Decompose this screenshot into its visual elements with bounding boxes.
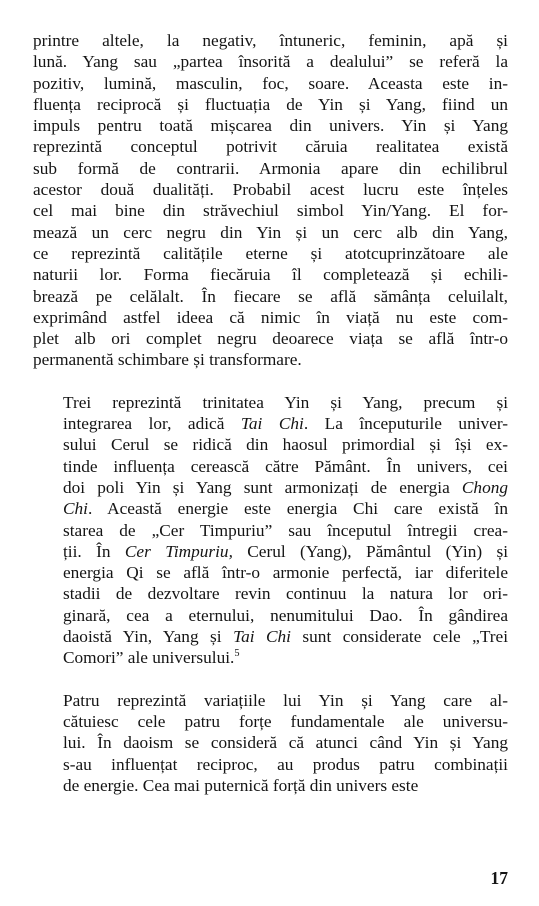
text-line	[33, 775, 508, 796]
page-number: 17	[490, 868, 508, 888]
text-run: starea de „Cer Timpuriu” sau începutul întregii crea-	[63, 520, 508, 540]
italic-term: Tai Chi	[233, 627, 291, 647]
text-line	[33, 392, 508, 413]
text-run: fluența reciprocă și fluctuația de Yin și Yang, fiind un	[33, 94, 508, 114]
text-run: doi poli Yin și Yang sunt armonizați de energia	[63, 477, 462, 497]
text-run: Comori” ale universului.	[63, 648, 235, 668]
text-line	[33, 222, 508, 243]
text-run: stadii de dezvoltare revin continuu la natura lor ori-	[63, 584, 508, 604]
text-line	[33, 477, 508, 498]
text-run: Trei reprezintă trinitatea Yin și Yang, precum și	[63, 392, 508, 412]
paragraph-3	[33, 690, 508, 796]
text-line	[33, 73, 508, 94]
text-line	[33, 307, 508, 328]
text-line	[33, 51, 508, 72]
text-line	[33, 264, 508, 285]
text-run: . Această energie este energia Chi care există în	[87, 499, 508, 519]
text-line	[33, 498, 508, 519]
text-run: lui. În daoism se consideră că atunci când Yin și Yang	[63, 733, 508, 753]
text-run: lună. Yang sau „partea însorită a dealului” se referă la	[33, 52, 508, 72]
text-line	[33, 115, 508, 136]
text-line	[33, 413, 508, 434]
text-line	[33, 583, 508, 604]
italic-term: Chi	[63, 499, 88, 519]
text-line	[33, 200, 508, 221]
text-run: printre altele, la negativ, întuneric, feminin, apă și	[33, 31, 508, 50]
text-run: plet alb ori complet negru deoarece viața se află într-o	[33, 329, 508, 349]
text-line	[33, 349, 508, 370]
text-run: naturii lor. Forma fiecăruia îl completează și echili-	[33, 265, 508, 285]
text-line	[33, 626, 508, 647]
text-run: mează un cerc negru din Yin și un cerc alb din Yang,	[33, 222, 508, 242]
text-run: daoistă Yin, Yang și	[63, 627, 234, 647]
text-run: acestor două dualități. Probabil acest lucru este înțeles	[33, 180, 508, 200]
text-run: sunt considerate cele „Trei	[290, 627, 508, 647]
text-run: s-au influențat reciproc, au produs patru combinații	[63, 754, 508, 774]
text-line	[33, 328, 508, 349]
text-line	[33, 30, 508, 51]
text-line	[33, 456, 508, 477]
text-run: ții. În	[63, 541, 125, 561]
text-run: cătuiesc cele patru forțe fundamentale ale universu-	[63, 711, 508, 731]
text-run: ce reprezintă calitățile eterne și atotcuprinzătoare ale	[33, 243, 508, 263]
text-line	[33, 520, 508, 541]
text-line	[33, 562, 508, 583]
text-run: de energie. Cea mai puternică forță din univers este	[63, 775, 419, 795]
paragraph-1	[33, 30, 508, 371]
text-line	[33, 158, 508, 179]
text-run: reprezintă conceptul potrivit căruia realitatea există	[33, 137, 508, 157]
text-line	[33, 434, 508, 455]
text-run: tinde influența cerească către Pământ. În univers, cei	[63, 456, 508, 476]
text-run: Patru reprezintă variațiile lui Yin și Yang care al-	[63, 690, 508, 710]
paragraph-2	[33, 392, 508, 669]
text-line	[33, 711, 508, 732]
text-run: brează pe celălalt. În fiecare se află sămânța celuilalt,	[33, 286, 508, 306]
italic-term: Chong	[461, 477, 508, 497]
italic-term: Cer Timpuriu,	[124, 541, 233, 561]
text-line	[33, 605, 508, 626]
text-run: sului Cerul se ridică din haosul primordial și își ex-	[63, 435, 508, 455]
text-line	[33, 94, 508, 115]
text-run: exprimând astfel ideea că nimic în viață nu este com-	[33, 307, 508, 327]
text-line	[33, 286, 508, 307]
text-run: . La începuturile univer-	[303, 414, 508, 434]
text-run: energia Qi se află într-o armonie perfectă, iar diferitele	[63, 563, 508, 583]
text-run: cel mai bine din străvechiul simbol Yin/Yang. El for-	[33, 201, 508, 221]
text-run: impuls pentru toată mișcarea din univers. Yin și Yang	[33, 116, 508, 136]
text-line	[33, 136, 508, 157]
text-line	[33, 243, 508, 264]
body-text	[33, 30, 508, 796]
italic-term: Tai Chi	[240, 414, 304, 434]
text-run: integrarea lor, adică	[63, 414, 241, 434]
text-run: permanentă schimbare și transformare.	[33, 350, 302, 370]
text-line	[33, 179, 508, 200]
footnote-ref: 5	[234, 648, 240, 660]
text-line	[33, 647, 508, 668]
text-line	[33, 732, 508, 753]
text-line	[33, 690, 508, 711]
text-run: pozitiv, lumină, masculin, foc, soare. Aceasta este in-	[33, 73, 508, 93]
text-run: sub formă de contrarii. Armonia apare din echilibrul	[33, 158, 508, 178]
text-line	[33, 754, 508, 775]
text-line	[33, 541, 508, 562]
text-run: Cerul (Yang), Pământul (Yin) și	[232, 541, 509, 561]
text-run: ginară, cea a eternului, nenumitului Dao. În gândirea	[63, 605, 508, 625]
